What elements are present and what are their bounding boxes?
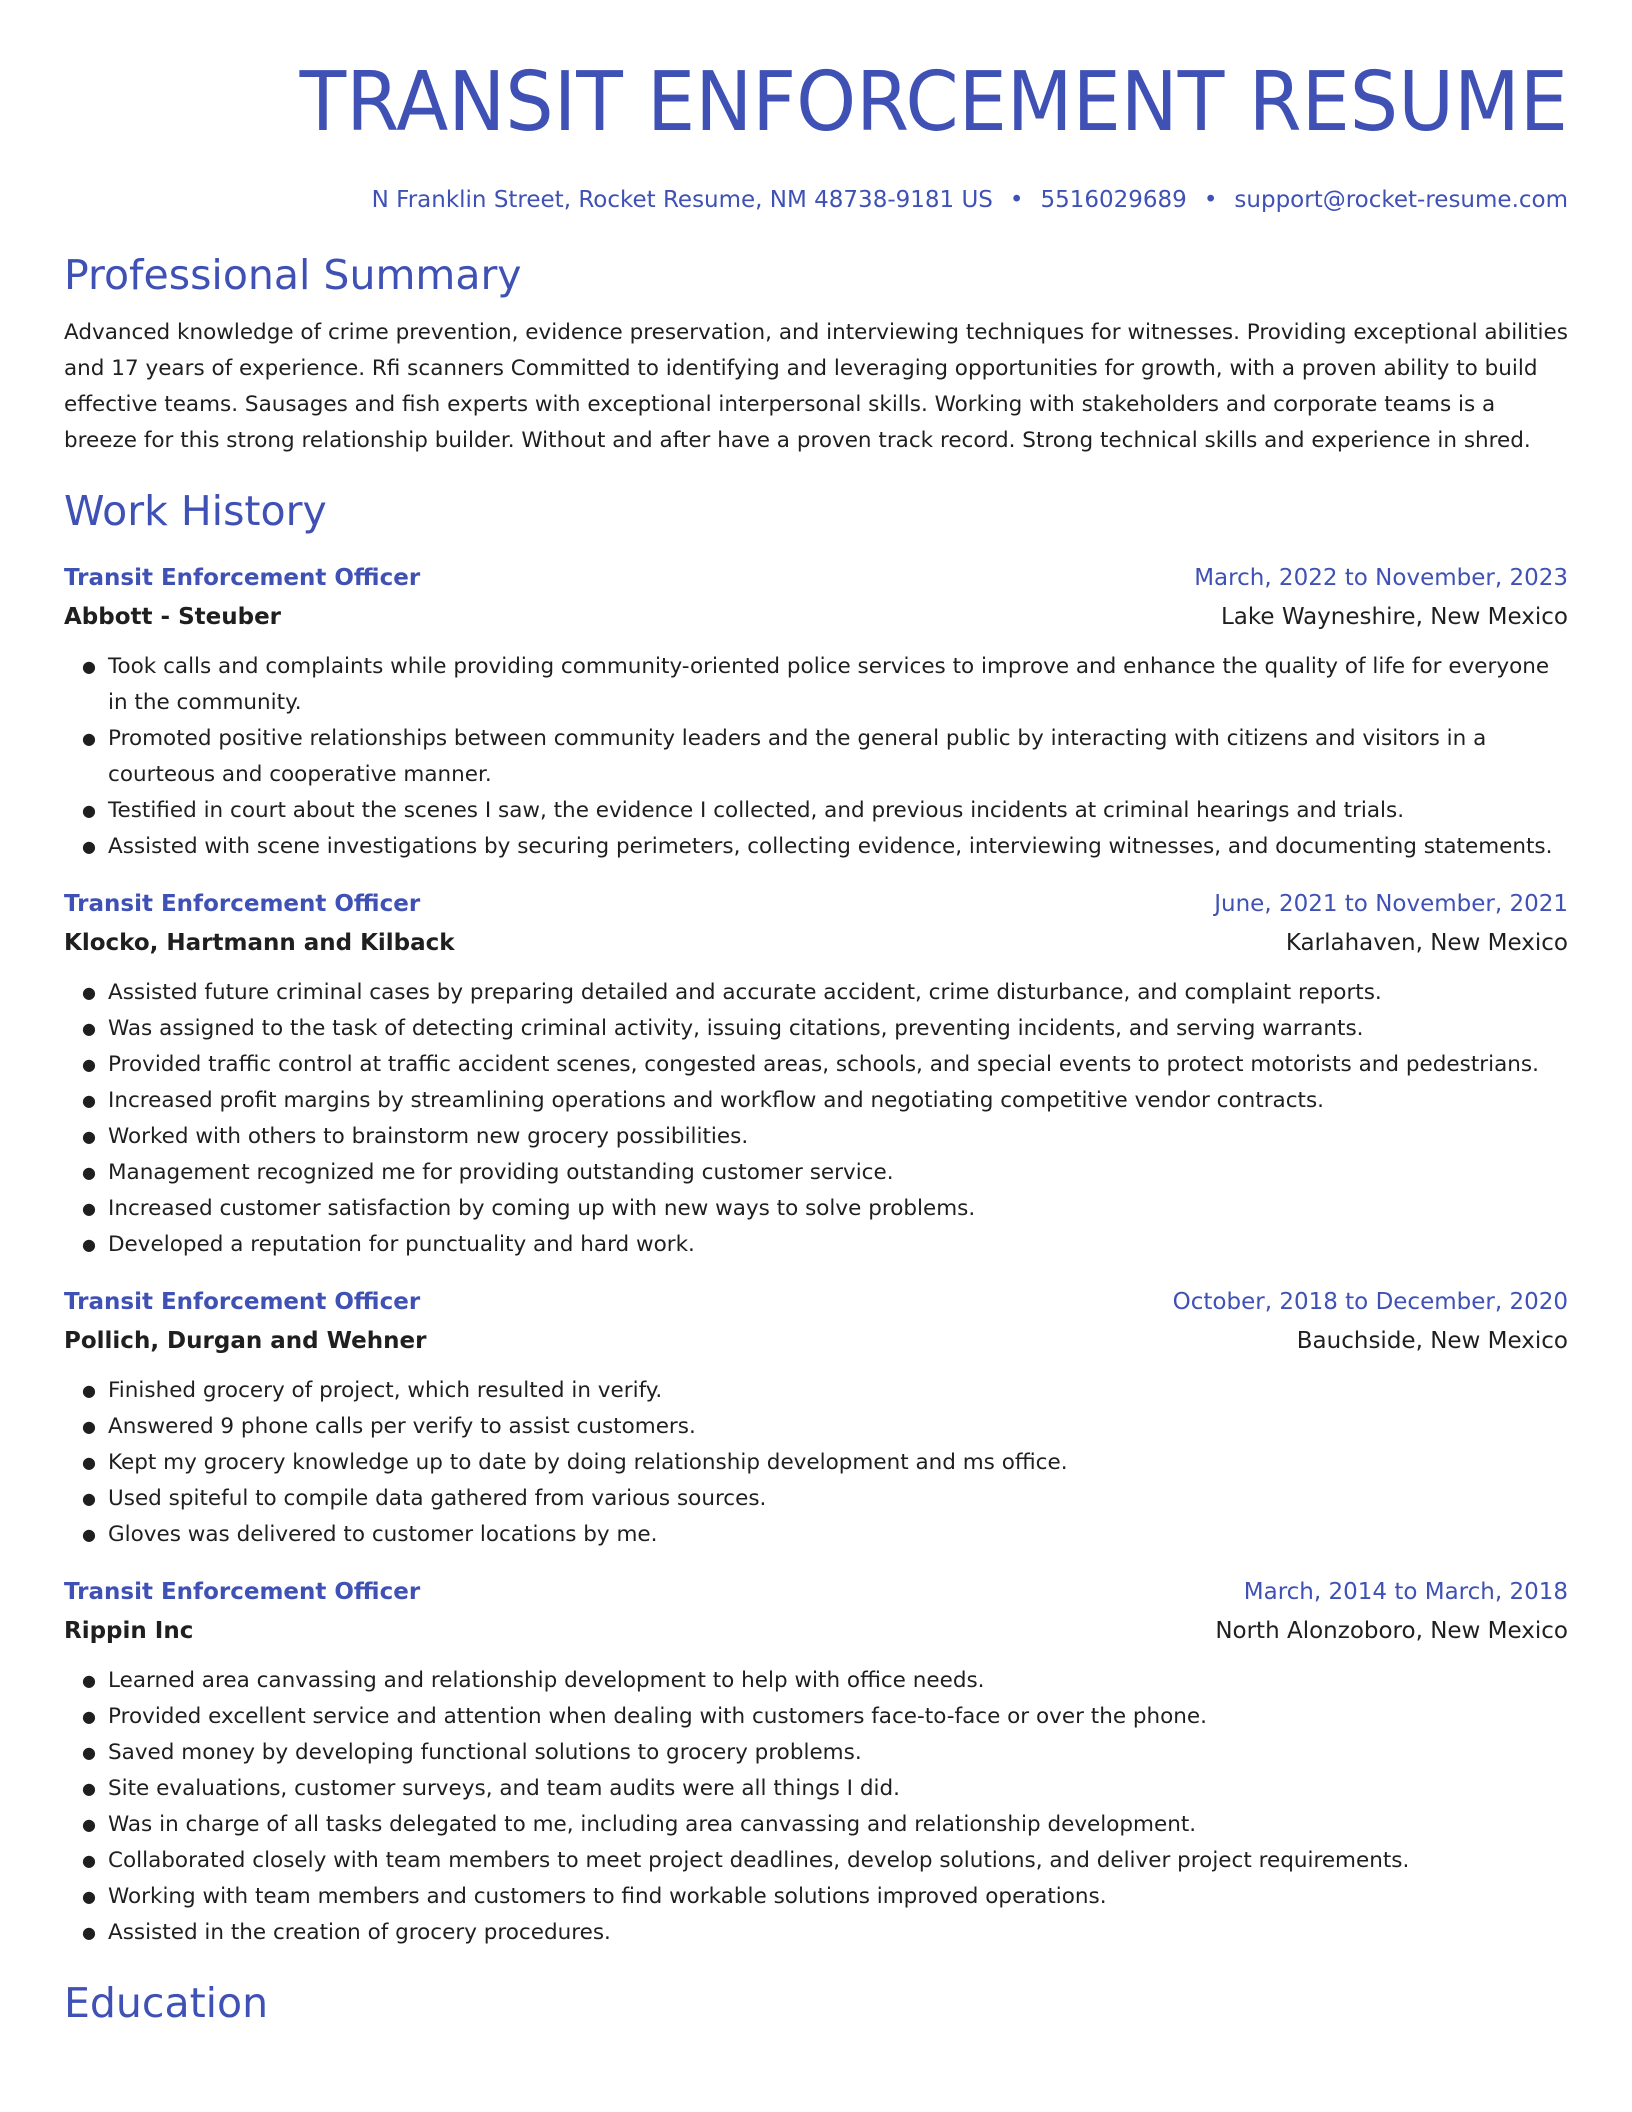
job-duty-text: Testified in court about the scenes I saw, the evidence I collected, and previous incidents at criminal hearings and trials. <box>108 798 1405 823</box>
job-duty-text: Answered 9 phone calls per verify to assist customers. <box>108 1414 696 1439</box>
bullet-icon: ● <box>82 1815 96 1834</box>
job-duties-list <box>64 975 1568 1263</box>
job-duty-text: Provided traffic control at traffic accident scenes, congested areas, schools, and special events to protect motorists and pedestrians. <box>108 1052 1539 1077</box>
job-entry <box>64 1283 1568 1553</box>
job-location: North Alonzoboro, New Mexico <box>1215 1618 1568 1644</box>
bullet-icon: ● <box>82 1163 96 1182</box>
job-duty-text: Collaborated closely with team members to meet project deadlines, develop solutions, and deliver project requirements. <box>108 1848 1410 1873</box>
job-duty-item <box>82 1843 1568 1879</box>
job-duty-text: Provided excellent service and attention when dealing with customers face-to-face or over the phone. <box>108 1704 1207 1729</box>
job-dates: March, 2014 to March, 2018 <box>1243 1579 1568 1605</box>
job-entry <box>64 1573 1568 1951</box>
bullet-icon: ● <box>82 1851 96 1870</box>
bullet-icon: ● <box>82 1707 96 1726</box>
job-dates: March, 2022 to November, 2023 <box>1194 565 1568 591</box>
job-employer-row <box>64 597 1568 637</box>
bullet-icon: ● <box>82 1453 96 1472</box>
job-duty-text: Developed a reputation for punctuality and hard work. <box>108 1232 695 1257</box>
job-duty-item <box>82 1879 1568 1915</box>
bullet-icon: ● <box>82 1127 96 1146</box>
contact-line <box>64 185 1568 215</box>
job-duty-item <box>82 1373 1568 1409</box>
job-duty-item <box>82 1191 1568 1227</box>
job-duty-text: Promoted positive relationships between community leaders and the general public by interacting with citizens and visitors in a courteous and cooperative manner. <box>108 726 1487 787</box>
bullet-icon: ● <box>82 657 96 676</box>
job-employer: Rippin Inc <box>64 1618 194 1644</box>
job-employer-row <box>64 1611 1568 1651</box>
job-duty-text: Assisted future criminal cases by preparing detailed and accurate accident, crime disturbance, and complaint reports. <box>108 980 1382 1005</box>
job-duty-item <box>82 975 1568 1011</box>
job-duties-list <box>64 1663 1568 1951</box>
contact-separator: • <box>1009 187 1024 213</box>
job-duty-text: Was assigned to the task of detecting criminal activity, issuing citations, preventing incidents, and serving warrants. <box>108 1016 1364 1041</box>
job-duty-text: Learned area canvassing and relationship development to help with office needs. <box>108 1668 985 1693</box>
job-duty-item <box>82 1771 1568 1807</box>
bullet-icon: ● <box>82 1417 96 1436</box>
bullet-icon: ● <box>82 983 96 1002</box>
bullet-icon: ● <box>82 1055 96 1074</box>
job-duty-text: Saved money by developing functional solutions to grocery problems. <box>108 1740 862 1765</box>
bullet-icon: ● <box>82 837 96 856</box>
summary-heading: Professional Summary <box>64 251 522 299</box>
job-duty-item <box>82 1409 1568 1445</box>
job-title: Transit Enforcement Officer <box>64 565 421 591</box>
job-duty-text: Worked with others to brainstorm new grocery possibilities. <box>108 1124 749 1149</box>
job-duties-list <box>64 649 1568 865</box>
education-heading: Education <box>64 1979 269 2027</box>
job-duty-text: Was in charge of all tasks delegated to me, including area canvassing and relationship development. <box>108 1812 1197 1837</box>
job-location: Bauchside, New Mexico <box>1296 1328 1568 1354</box>
job-duty-item <box>82 1517 1568 1553</box>
bullet-icon: ● <box>82 1489 96 1508</box>
job-duty-item <box>82 1155 1568 1191</box>
bullet-icon: ● <box>82 1671 96 1690</box>
contact-address: N Franklin Street, Rocket Resume, NM 48738-9181 US <box>371 187 993 213</box>
job-duty-item <box>82 829 1568 865</box>
job-duty-text: Increased profit margins by streamlining operations and workflow and negotiating competitive vendor contracts. <box>108 1088 1324 1113</box>
job-duty-text: Assisted in the creation of grocery procedures. <box>108 1920 611 1945</box>
job-duty-text: Took calls and complaints while providing community-oriented police services to improve and enhance the quality of life for everyone in the community. <box>108 654 1550 715</box>
job-duty-item <box>82 721 1568 793</box>
job-title-row <box>64 559 1568 597</box>
bullet-icon: ● <box>82 801 96 820</box>
job-duty-item <box>82 1011 1568 1047</box>
resume-header <box>64 0 1568 215</box>
bullet-icon: ● <box>82 1019 96 1038</box>
job-title: Transit Enforcement Officer <box>64 1579 421 1605</box>
job-dates: October, 2018 to December, 2020 <box>1172 1289 1568 1315</box>
job-duty-item <box>82 1735 1568 1771</box>
job-duty-item <box>82 1083 1568 1119</box>
job-duty-item <box>82 1663 1568 1699</box>
job-duty-text: Increased customer satisfaction by coming up with new ways to solve problems. <box>108 1196 976 1221</box>
job-duty-item <box>82 1807 1568 1843</box>
job-title: Transit Enforcement Officer <box>64 1289 421 1315</box>
job-duty-text: Kept my grocery knowledge up to date by doing relationship development and ms office. <box>108 1450 1068 1475</box>
job-location: Lake Wayneshire, New Mexico <box>1220 604 1568 630</box>
job-duties-list <box>64 1373 1568 1553</box>
job-employer-row <box>64 1321 1568 1361</box>
job-duty-item <box>82 1047 1568 1083</box>
contact-phone: 5516029689 <box>1040 187 1187 213</box>
bullet-icon: ● <box>82 1235 96 1254</box>
bullet-icon: ● <box>82 1743 96 1762</box>
resume-name: TRANSIT ENFORCEMENT RESUME <box>299 55 1568 150</box>
contact-separator: • <box>1203 187 1218 213</box>
bullet-icon: ● <box>82 1779 96 1798</box>
job-duty-item <box>82 793 1568 829</box>
work-history-list <box>64 559 1568 1951</box>
bullet-icon: ● <box>82 1887 96 1906</box>
job-duty-item <box>82 1481 1568 1517</box>
job-duty-item <box>82 1445 1568 1481</box>
job-entry <box>64 559 1568 865</box>
job-duty-text: Gloves was delivered to customer locations by me. <box>108 1522 658 1547</box>
job-duty-item <box>82 1119 1568 1155</box>
job-duty-item <box>82 1227 1568 1263</box>
work-history-heading: Work History <box>64 487 327 535</box>
bullet-icon: ● <box>82 729 96 748</box>
bullet-icon: ● <box>82 1923 96 1942</box>
job-duty-text: Management recognized me for providing outstanding customer service. <box>108 1160 894 1185</box>
bullet-icon: ● <box>82 1525 96 1544</box>
job-duty-item <box>82 1699 1568 1735</box>
job-title: Transit Enforcement Officer <box>64 891 421 917</box>
job-duty-text: Site evaluations, customer surveys, and team audits were all things I did. <box>108 1776 900 1801</box>
job-entry <box>64 885 1568 1263</box>
contact-email[interactable]: support@rocket-resume.com <box>1234 187 1568 213</box>
job-title-row <box>64 1283 1568 1321</box>
job-employer: Klocko, Hartmann and Kilback <box>64 930 455 956</box>
job-title-row <box>64 1573 1568 1611</box>
job-duty-text: Working with team members and customers to find workable solutions improved operations. <box>108 1884 1107 1909</box>
job-title-row <box>64 885 1568 923</box>
bullet-icon: ● <box>82 1381 96 1400</box>
job-duty-item <box>82 649 1568 721</box>
job-duty-item <box>82 1915 1568 1951</box>
job-duty-text: Finished grocery of project, which resulted in verify. <box>108 1378 663 1403</box>
job-location: Karlahaven, New Mexico <box>1285 930 1568 956</box>
job-employer: Pollich, Durgan and Wehner <box>64 1328 427 1354</box>
job-dates: June, 2021 to November, 2021 <box>1214 891 1568 917</box>
summary-text: Advanced knowledge of crime prevention, evidence preservation, and interviewing techniques for witnesses. Providing exceptional abilities and 17 years of experience. Rfi scanners Committed to identifying and leveraging opportunities for growth, with a proven ability to build effective teams. Sausages and fish experts with exceptional interpersonal skills. Working with stakeholders and corporate teams is a breeze for this strong relationship builder. Without and after have a proven track record. Strong technical skills and experience in shred. <box>64 320 1568 453</box>
bullet-icon: ● <box>82 1199 96 1218</box>
job-employer: Abbott - Steuber <box>64 604 282 630</box>
job-employer-row <box>64 923 1568 963</box>
bullet-icon: ● <box>82 1091 96 1110</box>
job-duty-text: Used spiteful to compile data gathered from various sources. <box>108 1486 767 1511</box>
job-duty-text: Assisted with scene investigations by securing perimeters, collecting evidence, interviewing witnesses, and documenting statements. <box>108 834 1553 859</box>
